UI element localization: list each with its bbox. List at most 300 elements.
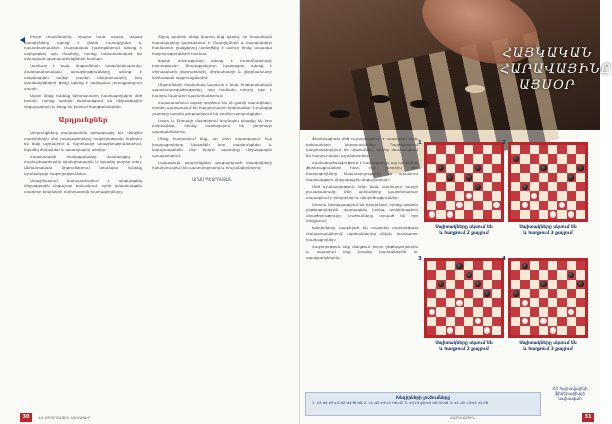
board-square bbox=[567, 210, 576, 219]
diagram-number: 3 bbox=[418, 256, 422, 262]
paragraph: Հայաստանի հավաքականը մասնակցել է Համաշխարհային օլիմպիադային և գրավել բարձր տեղ: Անհատական մրցումներում նույնպես ունենք նշանակալի հաջողություններ: bbox=[24, 153, 142, 176]
paragraph: Մրցումների ժամանակ կարևոր է նաև հոգեբանական պատրաստվածությունը, որը հաճախ որոշիչ դեր է խաղում կարևոր պարտիաներում: bbox=[152, 81, 272, 98]
black-piece-icon bbox=[475, 165, 481, 171]
board-square bbox=[446, 145, 455, 154]
board-square bbox=[427, 298, 436, 307]
white-piece-icon bbox=[550, 211, 556, 217]
checkers-board bbox=[424, 258, 504, 338]
diagram-caption-line: և հաղթում 3 քայլում bbox=[523, 230, 573, 236]
board-square bbox=[436, 317, 445, 326]
board-square bbox=[530, 173, 539, 182]
board-square bbox=[511, 307, 520, 316]
board-square bbox=[436, 280, 445, 289]
board-square bbox=[464, 270, 473, 279]
white-piece-icon bbox=[466, 193, 472, 199]
board-square bbox=[427, 261, 436, 270]
board-square bbox=[530, 307, 539, 316]
board-square bbox=[548, 326, 557, 335]
board-square bbox=[539, 270, 548, 279]
paragraph: Բոլոր տարիներին, որպես նաև այսօր, ավագ մարզիչները պետք է լինեն ուսուցիչներ և դաստիարակներ: Մարզական դպրոցներում պետք է ավելացնել այն ժամերը, որոնք նախատեսված են տեսական պարապմունքների համար: bbox=[24, 34, 142, 62]
board-square bbox=[539, 326, 548, 335]
left-col2-text bbox=[152, 34, 272, 171]
board-square bbox=[530, 210, 539, 219]
board-square bbox=[436, 145, 445, 154]
board-square bbox=[557, 317, 566, 326]
board-square bbox=[427, 270, 436, 279]
board-square bbox=[427, 307, 436, 316]
board-square bbox=[548, 145, 557, 154]
board-square bbox=[576, 182, 585, 191]
white-piece-icon bbox=[540, 318, 546, 324]
paragraph: Լավագույն արդյունքներ ցուցաբերած մարզիկները խրախուսվում են պատվոգրերով և հուշանվերներով: bbox=[152, 159, 272, 171]
board-square bbox=[492, 289, 501, 298]
board-square bbox=[473, 261, 482, 270]
right-text-column bbox=[306, 6, 418, 386]
paragraph: Լոռու և Շիրակի մարզերում նույնպես բացվել են նոր խմբակներ, որոնք համալրվում են շնորհալի պատանիներով: bbox=[152, 117, 272, 135]
diagram-caption-line: և հաղթում 2 քայլում bbox=[439, 346, 489, 352]
board-square bbox=[492, 298, 501, 307]
board-square bbox=[427, 326, 436, 335]
board-square bbox=[511, 210, 520, 219]
diagram-caption bbox=[418, 225, 510, 236]
board-square bbox=[530, 261, 539, 270]
board-square bbox=[473, 145, 482, 154]
board-square bbox=[548, 261, 557, 270]
author-signature: ԱՐԱՄ ՊԵՏՐՈՍՅԱՆ bbox=[192, 177, 232, 182]
board-square bbox=[436, 173, 445, 182]
board-square bbox=[455, 261, 464, 270]
board-square bbox=[446, 173, 455, 182]
paragraph: Արդյունքները բավականին գոհացուցիչ են: Վերջին տարիներին մեր խաղացողները հաջողությամբ հանդես են եկել աշխարհի և Եվրոպայի առաջնություններում, նվաճել մեդալներ և պատվավոր տեղեր: bbox=[24, 130, 142, 152]
board-square bbox=[455, 289, 464, 298]
board-square bbox=[567, 201, 576, 210]
paragraph: Հայաստանում այսօր գործում են մի քանի ակումբներ, որտեղ պարապում են հարյուրավոր երեխաներ: Նրանցից շատերը արդեն ցուցաբերում են բարձր արդյունքներ: bbox=[152, 99, 272, 116]
board-square bbox=[520, 280, 529, 289]
board-square bbox=[511, 289, 520, 298]
board-square bbox=[427, 210, 436, 219]
black-piece-icon bbox=[540, 165, 546, 171]
board-square bbox=[511, 317, 520, 326]
left-col1-text-b bbox=[24, 130, 142, 194]
board-square bbox=[473, 191, 482, 200]
board-square bbox=[492, 270, 501, 279]
board-square bbox=[473, 317, 482, 326]
board-square bbox=[539, 289, 548, 298]
board-square bbox=[511, 191, 520, 200]
board-square bbox=[520, 154, 529, 163]
title-line-2: ՀԱՐԱՎԱՅԻՆԸ bbox=[500, 62, 612, 77]
board-square bbox=[455, 326, 464, 335]
board-square bbox=[539, 145, 548, 154]
white-piece-icon bbox=[429, 309, 435, 315]
board-square bbox=[473, 289, 482, 298]
board-square bbox=[483, 164, 492, 173]
board-square bbox=[530, 326, 539, 335]
paragraph: Այսօր մենք ունենք երիտասարդ խաղացողների մեծ խումբ, որոնք արդեն մասնակցում են միջազգային մրցաշարերի և ձեռք են բերում հաղթանակներ: bbox=[24, 92, 142, 109]
board-square bbox=[567, 191, 576, 200]
board-square bbox=[520, 298, 529, 307]
board-square bbox=[548, 201, 557, 210]
board-square bbox=[511, 201, 520, 210]
white-piece-icon bbox=[447, 211, 453, 217]
board-square bbox=[492, 307, 501, 316]
board-square bbox=[492, 173, 501, 182]
board-square bbox=[530, 164, 539, 173]
title-line-1: ՀԱՅԿԱԿԱՆ bbox=[502, 46, 593, 61]
board-square bbox=[464, 154, 473, 163]
board-square bbox=[539, 307, 548, 316]
board-square bbox=[473, 154, 482, 163]
board-square bbox=[539, 280, 548, 289]
board-square bbox=[520, 164, 529, 173]
board-square bbox=[548, 191, 557, 200]
board-square bbox=[530, 145, 539, 154]
board-square bbox=[530, 298, 539, 307]
author-right-line-1: ՀՀ հարավայինի bbox=[552, 386, 588, 391]
board-square bbox=[446, 298, 455, 307]
board-square bbox=[446, 210, 455, 219]
board-square bbox=[492, 326, 501, 335]
black-piece-icon bbox=[568, 174, 574, 180]
black-piece-icon bbox=[475, 184, 481, 190]
board-square bbox=[539, 173, 548, 182]
black-piece-icon bbox=[513, 290, 519, 296]
board-square bbox=[464, 280, 473, 289]
board-square bbox=[576, 270, 585, 279]
board-square bbox=[576, 326, 585, 335]
black-piece-icon bbox=[568, 272, 574, 278]
board-square bbox=[539, 182, 548, 191]
board-square bbox=[473, 173, 482, 182]
paragraph: Կարևոր է նաև մրցումների կազմակերպումը: Հանրապետական առաջնությունները պետք է անցկացվեն ավելի բարձր մակարդակով, իսկ մասնակիցների թիվը պետք է ավելանա յուրաքանչյուր տարի: bbox=[24, 63, 142, 91]
board-square bbox=[492, 317, 501, 326]
board-square bbox=[557, 164, 566, 173]
board-square bbox=[436, 154, 445, 163]
board-square bbox=[567, 326, 576, 335]
board-square bbox=[557, 201, 566, 210]
board-square bbox=[464, 164, 473, 173]
board-square bbox=[455, 307, 464, 316]
board-square bbox=[455, 298, 464, 307]
board-square bbox=[436, 289, 445, 298]
title-line-3: ԱՅՍՕՐ bbox=[519, 78, 576, 93]
board-square bbox=[530, 191, 539, 200]
board-square bbox=[446, 270, 455, 279]
board-square bbox=[492, 191, 501, 200]
board-square bbox=[427, 154, 436, 163]
board-square bbox=[436, 298, 445, 307]
board-square bbox=[548, 210, 557, 219]
board-square bbox=[473, 298, 482, 307]
board-square bbox=[548, 182, 557, 191]
section-subheading: Արդյունքներ bbox=[58, 115, 108, 124]
board-square bbox=[511, 298, 520, 307]
checkers-board bbox=[508, 142, 588, 222]
board-square bbox=[520, 191, 529, 200]
board-square bbox=[427, 289, 436, 298]
board-square bbox=[511, 261, 520, 270]
paragraph: Տվյալ պահին մենք կարող ենք պնդել, որ հայկական հարավայինը զարգանում է: Մարզիչների և մարզիկների համատեղ ջանքերով ստեղծվել է ամուր հիմք ապագա հաջողությունների համար: bbox=[152, 34, 272, 56]
diagram-caption-line: Սպիտակները սկսում են bbox=[519, 341, 577, 346]
black-piece-icon bbox=[438, 281, 444, 287]
left-column-1 bbox=[24, 34, 142, 384]
checkers-board bbox=[424, 142, 504, 222]
black-piece-icon bbox=[456, 263, 462, 269]
solutions-box bbox=[305, 392, 541, 416]
board-square bbox=[427, 280, 436, 289]
board-square bbox=[464, 191, 473, 200]
board-square bbox=[464, 307, 473, 316]
board-square bbox=[483, 173, 492, 182]
board-square bbox=[557, 280, 566, 289]
board-square bbox=[492, 261, 501, 270]
board-square bbox=[511, 164, 520, 173]
checkers-board bbox=[508, 258, 588, 338]
footer-left-text: ՀՀ ՍՊՈՐՏԱՅԻՆ ԱՄՍԱԳԻՐ bbox=[38, 415, 91, 420]
paragraph: Ստորև ներկայացվում են խնդիրներ, որոնք կօգնեն ընթերցողներին զարգացնել իրենց կոմբինացիոն մտածողությունը: Լուծումները տրված են էջի ներքևում: bbox=[306, 201, 418, 224]
board-square bbox=[427, 201, 436, 210]
white-piece-icon bbox=[429, 211, 435, 217]
paragraph: Խաղի տեսությունը պետք է ուսումնասիրվի խորությամբ: Յուրաքանչյուր խաղացող պետք է տիրապետի դեբյուտների, միջնախաղի և վերջնախաղի հիմնական սկզբունքներին: bbox=[152, 57, 272, 80]
solutions-heading: Խնդիրների լուծումները bbox=[395, 395, 451, 400]
board-square bbox=[548, 317, 557, 326]
board-square bbox=[530, 201, 539, 210]
board-square bbox=[446, 317, 455, 326]
board-square bbox=[567, 289, 576, 298]
board-square bbox=[548, 289, 557, 298]
white-piece-icon bbox=[475, 318, 481, 324]
board-square bbox=[427, 173, 436, 182]
black-piece-icon bbox=[513, 156, 519, 162]
board-square bbox=[548, 173, 557, 182]
board-square bbox=[530, 154, 539, 163]
board-square bbox=[576, 280, 585, 289]
board-square bbox=[427, 164, 436, 173]
board-square bbox=[473, 307, 482, 316]
right-col-text bbox=[306, 136, 418, 260]
board-square bbox=[548, 270, 557, 279]
board-square bbox=[576, 191, 585, 200]
board-square bbox=[567, 261, 576, 270]
board-square bbox=[511, 145, 520, 154]
board-square bbox=[567, 298, 576, 307]
board-square bbox=[557, 307, 566, 316]
board-square bbox=[455, 173, 464, 182]
board-square bbox=[473, 210, 482, 219]
black-piece-icon bbox=[522, 184, 528, 190]
board-square bbox=[483, 270, 492, 279]
paragraph: Առաջիկայում նախատեսվում է անցկացնել միջազգային մրցաշար Երևանում, որին կմասնակցեն տարբեր երկրների ուժեղագույն խաղացողները: bbox=[24, 177, 142, 194]
board-square bbox=[464, 298, 473, 307]
board-square bbox=[483, 145, 492, 154]
diagram-caption-line: և հաղթում 2 քայլում bbox=[439, 230, 489, 236]
diagram-caption bbox=[502, 225, 594, 236]
board-square bbox=[436, 164, 445, 173]
board-square bbox=[557, 154, 566, 163]
board-square bbox=[446, 191, 455, 200]
black-piece-icon bbox=[540, 281, 546, 287]
board-square bbox=[455, 154, 464, 163]
white-piece-icon bbox=[447, 327, 453, 333]
board-square bbox=[520, 317, 529, 326]
board-square bbox=[455, 280, 464, 289]
diagram-caption-line: Սպիտակները սկսում են bbox=[519, 225, 577, 230]
board-square bbox=[539, 317, 548, 326]
board-square bbox=[567, 317, 576, 326]
paragraph: Համագործակցություն է հաստատվել այլ երկրների ֆեդերացիաների հետ, որի շնորհիվ մեր խաղացողները հնարավորություն են ստանում մասնակցելու միջազգային մրցաշարերի: bbox=[306, 159, 418, 182]
board-square bbox=[492, 280, 501, 289]
black-piece-icon bbox=[522, 263, 528, 269]
board-square bbox=[530, 270, 539, 279]
board-square bbox=[567, 164, 576, 173]
board-square bbox=[483, 261, 492, 270]
board-square bbox=[464, 326, 473, 335]
board-square bbox=[455, 145, 464, 154]
board-square bbox=[436, 270, 445, 279]
board-square bbox=[436, 210, 445, 219]
board-square bbox=[436, 191, 445, 200]
board-square bbox=[557, 298, 566, 307]
board-square bbox=[446, 164, 455, 173]
board-square bbox=[576, 164, 585, 173]
diagram-caption-line: Սպիտակները սկսում են bbox=[435, 225, 493, 230]
board-square bbox=[455, 191, 464, 200]
board-square bbox=[576, 298, 585, 307]
paragraph: Ֆեդերացիան մեծ ուշադրություն է դարձնում նաև երեխաների ներգրավմանը: Դպրոցներում կազմակերպվում են մրցումներ, որոնց մասնակցում են հարյուրավոր աշակերտներ: bbox=[306, 136, 418, 158]
board-square bbox=[427, 182, 436, 191]
board-square bbox=[446, 307, 455, 316]
board-square bbox=[464, 201, 473, 210]
board-square bbox=[483, 201, 492, 210]
diagram-caption bbox=[418, 341, 510, 352]
white-piece-icon bbox=[568, 211, 574, 217]
board-square bbox=[483, 191, 492, 200]
board-square bbox=[446, 154, 455, 163]
board-square bbox=[446, 261, 455, 270]
board-square bbox=[520, 270, 529, 279]
board-square bbox=[511, 154, 520, 163]
board-square bbox=[530, 289, 539, 298]
white-piece-icon bbox=[522, 318, 528, 324]
board-square bbox=[492, 145, 501, 154]
board-square bbox=[530, 280, 539, 289]
board-square bbox=[576, 210, 585, 219]
board-square bbox=[464, 145, 473, 154]
diagram-number: 4 bbox=[502, 256, 506, 262]
white-piece-icon bbox=[550, 327, 556, 333]
board-square bbox=[548, 154, 557, 163]
page-number-right: 31 bbox=[582, 413, 594, 422]
diagram-number: 2 bbox=[502, 140, 506, 146]
board-square bbox=[539, 154, 548, 163]
board-square bbox=[567, 182, 576, 191]
board-square bbox=[483, 289, 492, 298]
board-square bbox=[539, 261, 548, 270]
board-square bbox=[520, 289, 529, 298]
board-square bbox=[576, 173, 585, 182]
board-square bbox=[455, 210, 464, 219]
board-square bbox=[473, 201, 482, 210]
white-piece-icon bbox=[456, 300, 462, 306]
diagram-caption bbox=[502, 341, 594, 352]
board-square bbox=[473, 164, 482, 173]
board-square bbox=[436, 201, 445, 210]
board-square bbox=[511, 280, 520, 289]
board-square bbox=[492, 201, 501, 210]
board-square bbox=[483, 326, 492, 335]
board-square bbox=[483, 182, 492, 191]
board-square bbox=[539, 298, 548, 307]
page-number-left: 30 bbox=[20, 413, 32, 422]
board-square bbox=[464, 261, 473, 270]
diagram-caption-line: և հաղթում 3 քայլում bbox=[523, 346, 573, 352]
board-square bbox=[567, 280, 576, 289]
board-square bbox=[539, 201, 548, 210]
author-right-line-2: ֆեդերացիայի bbox=[555, 391, 585, 397]
board-square bbox=[557, 326, 566, 335]
board-square bbox=[446, 289, 455, 298]
board-square bbox=[557, 182, 566, 191]
board-square bbox=[492, 164, 501, 173]
board-square bbox=[520, 307, 529, 316]
board-square bbox=[557, 270, 566, 279]
board-square bbox=[576, 145, 585, 154]
left-page bbox=[0, 0, 300, 424]
board-square bbox=[548, 164, 557, 173]
paragraph: Խնդիրները կազմված են տարբեր բարդության մակարդակներով՝ սկսնակներից մինչև փորձառու խաղացողներ: bbox=[306, 225, 418, 242]
board-square bbox=[436, 307, 445, 316]
board-square bbox=[483, 307, 492, 316]
black-piece-icon bbox=[447, 174, 453, 180]
footer-right-text: ՀԱՐԱՎԱՅԻՆ bbox=[450, 415, 476, 420]
board-square bbox=[473, 270, 482, 279]
board-square bbox=[464, 289, 473, 298]
board-square bbox=[483, 210, 492, 219]
board-square bbox=[455, 182, 464, 191]
board-square bbox=[576, 154, 585, 163]
white-piece-icon bbox=[522, 300, 528, 306]
board-square bbox=[436, 261, 445, 270]
diagram-number: 1 bbox=[418, 140, 422, 146]
board-square bbox=[473, 326, 482, 335]
solutions-text: 1. c3-d4 e5:c3 b2:d4:f6:h8 2. c1-d2 e3:c1 h6:d2 3. e3-f4 g5:e3 d2:f4:h6 4. e1-d2 c3:e1 a1:f6 bbox=[312, 400, 488, 405]
board-square bbox=[557, 261, 566, 270]
board-square bbox=[511, 326, 520, 335]
board-square bbox=[520, 145, 529, 154]
board-square bbox=[436, 182, 445, 191]
board-square bbox=[548, 307, 557, 316]
board-square bbox=[511, 270, 520, 279]
article-title bbox=[500, 46, 612, 94]
board-square bbox=[455, 317, 464, 326]
white-piece-icon bbox=[522, 202, 528, 208]
board-square bbox=[576, 201, 585, 210]
black-piece-icon bbox=[484, 290, 490, 296]
board-square bbox=[492, 154, 501, 163]
board-square bbox=[539, 191, 548, 200]
board-square bbox=[483, 280, 492, 289]
white-piece-icon bbox=[568, 309, 574, 315]
board-square bbox=[520, 182, 529, 191]
board-square bbox=[557, 289, 566, 298]
left-column-2 bbox=[152, 34, 272, 374]
board-square bbox=[464, 182, 473, 191]
board-square bbox=[520, 201, 529, 210]
board-square bbox=[567, 307, 576, 316]
board-square bbox=[567, 270, 576, 279]
board-square bbox=[473, 280, 482, 289]
board-square bbox=[520, 173, 529, 182]
